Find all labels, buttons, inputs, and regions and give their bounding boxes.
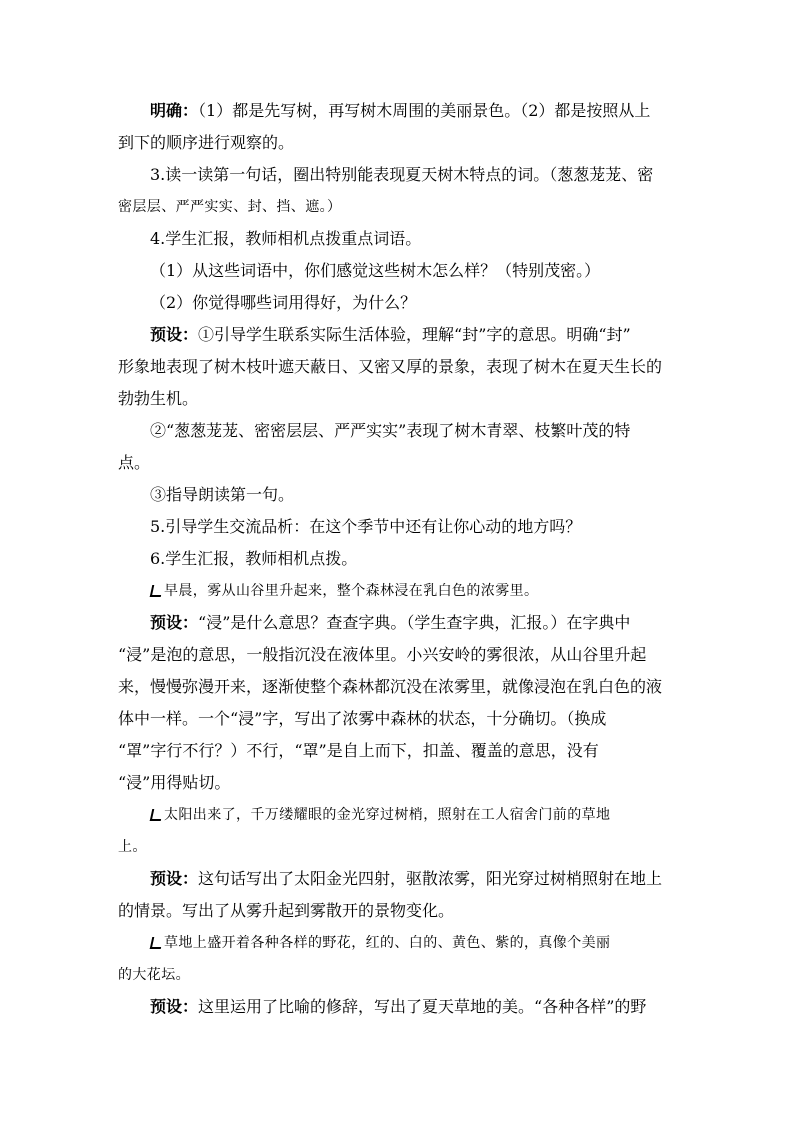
line-text: （1）都是先写树，再写树木周围的美丽景色。（2）都是按照从上 bbox=[198, 101, 651, 120]
quote-line bbox=[150, 581, 710, 601]
quote-mark-icon bbox=[150, 583, 162, 597]
paragraph-line: 勃勃生机。 bbox=[118, 389, 199, 408]
paragraph-line: “罩”字行不行？）不行，“罩”是自上而下，扣盖、覆盖的意思，没有 bbox=[118, 741, 599, 760]
line-text: “浸”是什么意思？查查字典。（学生查字典，汇报。）在字典中 bbox=[198, 613, 631, 632]
label-yushe: 预设： bbox=[150, 869, 199, 888]
paragraph-line: “浸”是泡的意思，一般指沉没在液体里。小兴安岭的雾很浓，从山谷里升起 bbox=[118, 645, 647, 664]
quote-mark-icon bbox=[150, 935, 162, 949]
paragraph-line bbox=[150, 325, 710, 345]
paragraph-line: （2）你觉得哪些词用得好，为什么？ bbox=[150, 293, 417, 312]
paragraph-line: 3.读一读第一句话，圈出特别能表现夏天树木特点的词。（葱葱茏茏、密 bbox=[150, 165, 654, 184]
line-text: 草地上盛开着各种各样的野花，红的、白的、黄色、紫的，真像个美丽 bbox=[164, 935, 611, 951]
paragraph-line bbox=[150, 101, 710, 121]
paragraph-line bbox=[150, 613, 710, 633]
paragraph-line: ②“葱葱茏茏、密密层层、严严实实”表现了树木青翠、枝繁叶茂的特 bbox=[150, 421, 631, 440]
quote-line bbox=[150, 933, 710, 953]
paragraph-line: 点。 bbox=[118, 453, 151, 472]
paragraph-line: 5.引导学生交流品析：在这个季节中还有让你心动的地方吗？ bbox=[150, 517, 582, 536]
paragraph-line: 体中一样。一个“浸”字，写出了浓雾中森林的状态，十分确切。（换成 bbox=[118, 709, 607, 728]
line-text: 早晨，雾从山谷里升起来，整个森林浸在乳白色的浓雾里。 bbox=[164, 583, 539, 599]
quote-mark-icon bbox=[150, 807, 162, 821]
paragraph-line: 到下的顺序进行观察的。 bbox=[118, 133, 295, 152]
paragraph-line: 6.学生汇报，教师相机点拨。 bbox=[150, 549, 358, 568]
label-mingque: 明确： bbox=[150, 101, 199, 120]
paragraph-line: 形象地表现了树木枝叶遮天蔽日、又密又厚的景象，表现了树木在夏天生长的 bbox=[118, 357, 663, 376]
line-text: ①引导学生联系实际生活体验，理解“封”字的意思。明确“封” bbox=[198, 325, 631, 344]
paragraph-line: “浸”用得贴切。 bbox=[118, 773, 231, 792]
quote-line bbox=[150, 805, 710, 825]
label-yushe: 预设： bbox=[150, 613, 199, 632]
paragraph-line bbox=[150, 997, 710, 1017]
line-text: 这里运用了比喻的修辞，写出了夏天草地的美。“各种各样”的野 bbox=[198, 997, 647, 1016]
label-yushe: 预设： bbox=[150, 997, 199, 1016]
label-yushe: 预设： bbox=[150, 325, 199, 344]
paragraph-line: （1）从这些词语中，你们感觉这些树木怎么样？（特别茂密。） bbox=[150, 261, 601, 280]
line-text: 这句话写出了太阳金光四射，驱散浓雾，阳光穿过树梢照射在地上 bbox=[198, 869, 663, 888]
paragraph-line: 4.学生汇报，教师相机点拨重点词语。 bbox=[150, 229, 422, 248]
paragraph-line: 的情景。写出了从雾升起到雾散开的景物变化。 bbox=[118, 901, 455, 920]
paragraph-line: 上。 bbox=[118, 839, 147, 855]
paragraph-line: ③指导朗读第一句。 bbox=[150, 485, 295, 504]
paragraph-line: 密层层、严严实实、封、挡、遮。） bbox=[118, 199, 342, 215]
paragraph-line bbox=[150, 869, 710, 889]
paragraph-line: 的大花坛。 bbox=[118, 967, 190, 983]
line-text: 太阳出来了，千万缕耀眼的金光穿过树梢，照射在工人宿舍门前的草地 bbox=[164, 807, 611, 823]
paragraph-line: 来，慢慢弥漫开来，逐渐使整个森林都沉没在浓雾里，就像浸泡在乳白色的液 bbox=[118, 677, 663, 696]
